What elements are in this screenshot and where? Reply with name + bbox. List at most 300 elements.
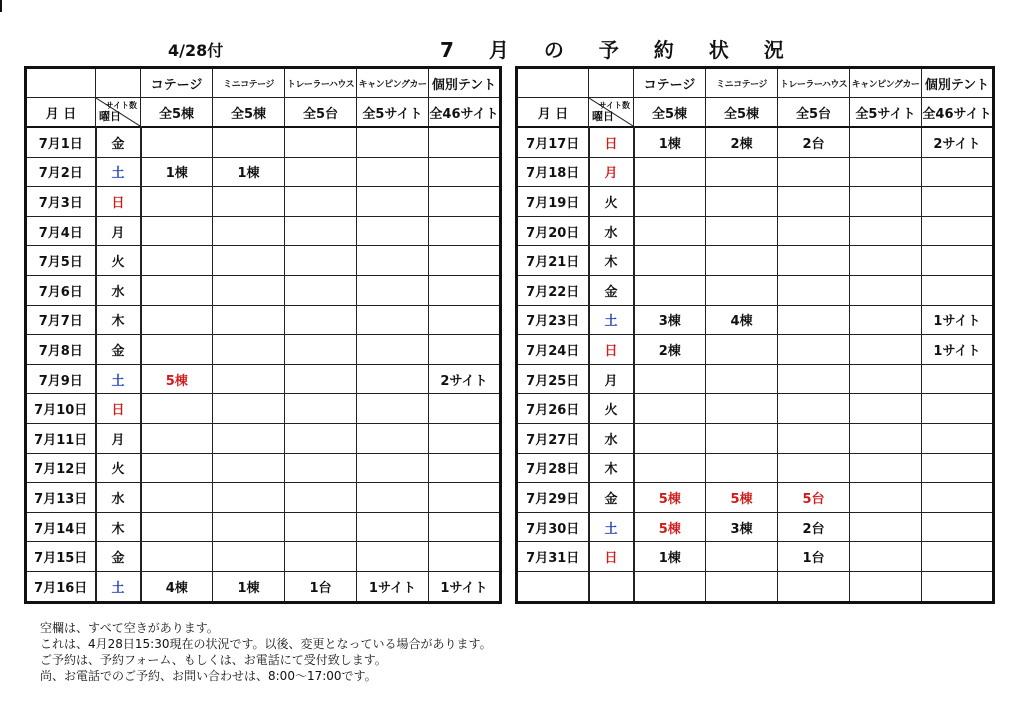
cottage-cell (141, 453, 213, 483)
cottage-cell (141, 542, 213, 572)
camping-car-cell (357, 335, 429, 365)
mini-cottage-cell: 5棟 (706, 483, 778, 513)
weekday-cell: 火 (589, 187, 634, 217)
camping-car-cell (850, 542, 922, 572)
trailer-house-cell (285, 216, 357, 246)
mini-cottage-cell: 2棟 (706, 127, 778, 157)
table-row (517, 542, 994, 572)
date-cell: 7月12日 (26, 453, 96, 483)
edge-mark (0, 0, 2, 12)
weekday-cell: 土 (589, 512, 634, 542)
header-dow: 曜日 (99, 110, 121, 123)
tent-cell (922, 394, 994, 424)
header-site-count: サイト数 (105, 101, 137, 110)
mini-cottage-cell (213, 305, 285, 335)
weekday-cell: 土 (96, 157, 141, 187)
cottage-cell: 1棟 (634, 542, 706, 572)
date-cell: 7月6日 (26, 275, 96, 305)
tent-cell (429, 512, 501, 542)
note-line: 空欄は、すべて空きがあります。 (40, 621, 219, 635)
cottage-cell (634, 246, 706, 276)
date-cell: 7月11日 (26, 423, 96, 453)
camping-car-cell (357, 423, 429, 453)
note-line: これは、4月28日15:30現在の状況です。以後、変更となっている場合があります。 (40, 637, 492, 651)
camping-car-cell (357, 127, 429, 157)
tent-cell (922, 423, 994, 453)
camping-car-cell (357, 483, 429, 513)
table-row (517, 127, 994, 157)
date-cell: 7月29日 (517, 483, 589, 513)
camping-car-cell (357, 512, 429, 542)
cottage-cell (634, 157, 706, 187)
weekday-cell: 水 (589, 423, 634, 453)
date-cell: 7月16日 (26, 571, 96, 602)
weekday-cell: 土 (96, 571, 141, 602)
header-cottage: コテージ (634, 68, 706, 98)
weekday-cell (589, 571, 634, 602)
mini-cottage-cell: 3棟 (706, 512, 778, 542)
mini-cottage-cell (706, 157, 778, 187)
weekday-cell: 月 (96, 423, 141, 453)
date-cell: 7月22日 (517, 275, 589, 305)
weekday-cell: 火 (96, 453, 141, 483)
table-row (517, 512, 994, 542)
cottage-cell (141, 187, 213, 217)
trailer-house-cell (778, 335, 850, 365)
camping-car-cell (357, 364, 429, 394)
total-cottage: 全5棟 (141, 98, 213, 128)
camping-car-cell (850, 453, 922, 483)
camping-car-cell (850, 305, 922, 335)
camping-car-cell (850, 512, 922, 542)
header-mini-cottage: ミニコテージ (706, 68, 778, 98)
tent-cell (922, 512, 994, 542)
camping-car-cell (850, 423, 922, 453)
total-camping-car: 全5サイト (850, 98, 922, 128)
cottage-cell (634, 453, 706, 483)
mini-cottage-cell (706, 246, 778, 276)
weekday-cell: 水 (96, 483, 141, 513)
tent-cell (922, 187, 994, 217)
mini-cottage-cell: 1棟 (213, 157, 285, 187)
table-row (26, 571, 501, 602)
header-blank-dow (589, 68, 634, 98)
date-cell: 7月9日 (26, 364, 96, 394)
cottage-cell (634, 394, 706, 424)
date-cell: 7月8日 (26, 335, 96, 365)
table-row (517, 157, 994, 187)
trailer-house-cell (285, 246, 357, 276)
header-site-count: サイト数 (598, 101, 630, 110)
table-row (26, 364, 501, 394)
weekday-cell: 土 (589, 305, 634, 335)
camping-car-cell (850, 483, 922, 513)
table-row (26, 453, 501, 483)
mini-cottage-cell (213, 187, 285, 217)
camping-car-cell (357, 542, 429, 572)
table-row (26, 157, 501, 187)
mini-cottage-cell (213, 394, 285, 424)
tent-cell (429, 453, 501, 483)
cottage-cell (141, 275, 213, 305)
tent-cell (429, 187, 501, 217)
reservation-table-left (24, 66, 502, 604)
mini-cottage-cell (213, 335, 285, 365)
date-cell: 7月23日 (517, 305, 589, 335)
trailer-house-cell (285, 453, 357, 483)
trailer-house-cell (285, 187, 357, 217)
tent-cell (429, 275, 501, 305)
trailer-house-cell (778, 394, 850, 424)
header-blank-dow (96, 68, 141, 98)
camping-car-cell (357, 157, 429, 187)
tent-cell (922, 542, 994, 572)
mini-cottage-cell (213, 216, 285, 246)
date-cell: 7月28日 (517, 453, 589, 483)
total-camping-car: 全5サイト (357, 98, 429, 128)
weekday-cell: 木 (96, 305, 141, 335)
weekday-cell: 水 (96, 275, 141, 305)
trailer-house-cell (285, 512, 357, 542)
tent-cell (429, 483, 501, 513)
mini-cottage-cell (213, 275, 285, 305)
date-cell: 7月20日 (517, 216, 589, 246)
trailer-house-cell (778, 275, 850, 305)
total-tent: 全46サイト (922, 98, 994, 128)
weekday-cell: 日 (589, 127, 634, 157)
cottage-cell (634, 216, 706, 246)
mini-cottage-cell (706, 453, 778, 483)
weekday-cell: 月 (589, 157, 634, 187)
tent-cell (429, 127, 501, 157)
camping-car-cell (850, 571, 922, 602)
note-line: ご予約は、予約フォーム、もしくは、お電話にて受付致します。 (40, 653, 387, 667)
cottage-cell: 2棟 (634, 335, 706, 365)
trailer-house-cell (285, 483, 357, 513)
trailer-house-cell (285, 275, 357, 305)
tent-cell (922, 275, 994, 305)
cottage-cell (634, 571, 706, 602)
notes (40, 620, 492, 684)
cottage-cell: 5棟 (141, 364, 213, 394)
date-label: 4/28付 (168, 41, 224, 60)
weekday-cell: 金 (589, 483, 634, 513)
date-cell: 7月3日 (26, 187, 96, 217)
tent-cell: 1サイト (922, 335, 994, 365)
trailer-house-cell (778, 187, 850, 217)
table-row (517, 483, 994, 513)
cottage-cell: 1棟 (141, 157, 213, 187)
mini-cottage-cell (706, 275, 778, 305)
trailer-house-cell (778, 423, 850, 453)
total-trailer-house: 全5台 (285, 98, 357, 128)
tent-cell: 2サイト (429, 364, 501, 394)
cottage-cell (141, 127, 213, 157)
table-row (26, 483, 501, 513)
table-row (517, 275, 994, 305)
table-row (26, 423, 501, 453)
trailer-house-cell: 1台 (778, 542, 850, 572)
date-cell: 7月2日 (26, 157, 96, 187)
trailer-house-cell (285, 335, 357, 365)
mini-cottage-cell (706, 571, 778, 602)
camping-car-cell (357, 453, 429, 483)
trailer-house-cell (285, 305, 357, 335)
trailer-house-cell (285, 364, 357, 394)
mini-cottage-cell: 1棟 (213, 571, 285, 602)
weekday-cell: 金 (589, 275, 634, 305)
tent-cell (429, 394, 501, 424)
camping-car-cell (850, 394, 922, 424)
camping-car-cell (850, 335, 922, 365)
header-blank-date (26, 68, 96, 98)
table-row (517, 571, 994, 602)
date-cell: 7月14日 (26, 512, 96, 542)
trailer-house-cell (778, 216, 850, 246)
table-row (517, 216, 994, 246)
table-row (26, 216, 501, 246)
weekday-cell: 木 (96, 512, 141, 542)
tent-cell (922, 216, 994, 246)
tent-cell (429, 246, 501, 276)
camping-car-cell (850, 216, 922, 246)
camping-car-cell (850, 127, 922, 157)
table-row (517, 364, 994, 394)
cottage-cell (141, 512, 213, 542)
tent-cell: 2サイト (922, 127, 994, 157)
weekday-cell: 日 (96, 394, 141, 424)
date-cell: 7月1日 (26, 127, 96, 157)
camping-car-cell (850, 275, 922, 305)
weekday-cell: 火 (96, 246, 141, 276)
total-trailer-house: 全5台 (778, 98, 850, 128)
weekday-cell: 金 (96, 335, 141, 365)
note-line: 尚、お電話でのご予約、お問い合わせは、8:00～17:00です。 (40, 669, 377, 683)
cottage-cell: 3棟 (634, 305, 706, 335)
header-diagonal-cell (96, 98, 141, 128)
camping-car-cell (357, 246, 429, 276)
total-mini-cottage: 全5棟 (213, 98, 285, 128)
trailer-house-cell (285, 157, 357, 187)
header-date: 月 日 (517, 98, 589, 128)
tent-cell (922, 453, 994, 483)
camping-car-cell (850, 364, 922, 394)
date-cell: 7月31日 (517, 542, 589, 572)
camping-car-cell (850, 246, 922, 276)
weekday-cell: 日 (589, 335, 634, 365)
weekday-cell: 月 (589, 364, 634, 394)
cottage-cell (141, 394, 213, 424)
camping-car-cell (357, 394, 429, 424)
trailer-house-cell (285, 127, 357, 157)
tent-cell (429, 305, 501, 335)
mini-cottage-cell (706, 423, 778, 453)
table-row (517, 453, 994, 483)
date-cell: 7月26日 (517, 394, 589, 424)
camping-car-cell (357, 275, 429, 305)
cottage-cell: 5棟 (634, 512, 706, 542)
table-row (517, 423, 994, 453)
header-trailer-house: トレーラーハウス (778, 68, 850, 98)
date-cell: 7月19日 (517, 187, 589, 217)
mini-cottage-cell (706, 364, 778, 394)
cottage-cell: 5棟 (634, 483, 706, 513)
cottage-cell (141, 305, 213, 335)
tent-cell (429, 335, 501, 365)
page-title: 7 月 の 予 約 状 況 (440, 38, 798, 62)
header-cottage: コテージ (141, 68, 213, 98)
date-cell: 7月5日 (26, 246, 96, 276)
date-cell: 7月7日 (26, 305, 96, 335)
cottage-cell (634, 187, 706, 217)
tent-cell (429, 542, 501, 572)
cottage-cell (141, 423, 213, 453)
weekday-cell: 日 (96, 187, 141, 217)
total-tent: 全46サイト (429, 98, 501, 128)
trailer-house-cell: 2台 (778, 127, 850, 157)
cottage-cell (141, 216, 213, 246)
tent-cell (429, 157, 501, 187)
cottage-cell (634, 423, 706, 453)
mini-cottage-cell (706, 542, 778, 572)
date-cell: 7月21日 (517, 246, 589, 276)
weekday-cell: 金 (96, 127, 141, 157)
mini-cottage-cell (706, 335, 778, 365)
camping-car-cell (850, 157, 922, 187)
header-blank-date (517, 68, 589, 98)
weekday-cell: 木 (589, 246, 634, 276)
reservation-table-right (515, 66, 995, 604)
trailer-house-cell (778, 571, 850, 602)
tent-cell: 1サイト (429, 571, 501, 602)
table-row (26, 512, 501, 542)
trailer-house-cell (778, 364, 850, 394)
camping-car-cell (357, 216, 429, 246)
cottage-cell: 4棟 (141, 571, 213, 602)
weekday-cell: 水 (589, 216, 634, 246)
trailer-house-cell (778, 305, 850, 335)
mini-cottage-cell (213, 453, 285, 483)
tent-cell (922, 364, 994, 394)
cottage-cell (634, 275, 706, 305)
mini-cottage-cell (706, 187, 778, 217)
date-cell: 7月30日 (517, 512, 589, 542)
trailer-house-cell: 5台 (778, 483, 850, 513)
mini-cottage-cell (213, 423, 285, 453)
trailer-house-cell (778, 157, 850, 187)
date-cell: 7月18日 (517, 157, 589, 187)
mini-cottage-cell (213, 512, 285, 542)
mini-cottage-cell (213, 542, 285, 572)
header-camping-car: キャンピングカー (850, 68, 922, 98)
cottage-cell (141, 335, 213, 365)
total-mini-cottage: 全5棟 (706, 98, 778, 128)
table-row (517, 246, 994, 276)
date-cell: 7月17日 (517, 127, 589, 157)
date-cell: 7月10日 (26, 394, 96, 424)
table-row (517, 305, 994, 335)
trailer-house-cell: 1台 (285, 571, 357, 602)
table-row (26, 335, 501, 365)
header-dow: 曜日 (592, 110, 614, 123)
date-cell: 7月27日 (517, 423, 589, 453)
date-cell (517, 571, 589, 602)
table-row (26, 127, 501, 157)
cottage-cell: 1棟 (634, 127, 706, 157)
total-cottage: 全5棟 (634, 98, 706, 128)
weekday-cell: 金 (96, 542, 141, 572)
header-camping-car: キャンピングカー (357, 68, 429, 98)
table-row (26, 305, 501, 335)
trailer-house-cell (778, 246, 850, 276)
table-row (517, 187, 994, 217)
tent-cell: 1サイト (922, 305, 994, 335)
trailer-house-cell (285, 423, 357, 453)
tent-cell (429, 423, 501, 453)
date-cell: 7月4日 (26, 216, 96, 246)
date-cell: 7月15日 (26, 542, 96, 572)
tent-cell (429, 216, 501, 246)
weekday-cell: 木 (589, 453, 634, 483)
header-mini-cottage: ミニコテージ (213, 68, 285, 98)
tent-cell (922, 157, 994, 187)
mini-cottage-cell (213, 246, 285, 276)
table-body-right (517, 127, 994, 602)
weekday-cell: 日 (589, 542, 634, 572)
header-diagonal-cell (589, 98, 634, 128)
trailer-house-cell (285, 394, 357, 424)
trailer-house-cell: 2台 (778, 512, 850, 542)
tent-cell (922, 246, 994, 276)
table-row (26, 394, 501, 424)
cottage-cell (141, 246, 213, 276)
header-tent: 個別テント (922, 68, 994, 98)
mini-cottage-cell (213, 364, 285, 394)
weekday-cell: 土 (96, 364, 141, 394)
camping-car-cell (357, 305, 429, 335)
table-row (517, 335, 994, 365)
weekday-cell: 月 (96, 216, 141, 246)
trailer-house-cell (285, 542, 357, 572)
table-row (26, 246, 501, 276)
cottage-cell (634, 364, 706, 394)
table-row (26, 275, 501, 305)
trailer-house-cell (778, 453, 850, 483)
mini-cottage-cell (706, 216, 778, 246)
camping-car-cell (357, 187, 429, 217)
date-cell: 7月13日 (26, 483, 96, 513)
header-date: 月 日 (26, 98, 96, 128)
header-trailer-house: トレーラーハウス (285, 68, 357, 98)
table-row (517, 394, 994, 424)
table-row (26, 187, 501, 217)
camping-car-cell: 1サイト (357, 571, 429, 602)
mini-cottage-cell (706, 394, 778, 424)
date-cell: 7月25日 (517, 364, 589, 394)
weekday-cell: 火 (589, 394, 634, 424)
table-row (26, 542, 501, 572)
mini-cottage-cell (213, 127, 285, 157)
mini-cottage-cell (213, 483, 285, 513)
header-tent: 個別テント (429, 68, 501, 98)
date-cell: 7月24日 (517, 335, 589, 365)
camping-car-cell (850, 187, 922, 217)
tent-cell (922, 483, 994, 513)
mini-cottage-cell: 4棟 (706, 305, 778, 335)
table-body-left (26, 127, 501, 602)
cottage-cell (141, 483, 213, 513)
tent-cell (922, 571, 994, 602)
